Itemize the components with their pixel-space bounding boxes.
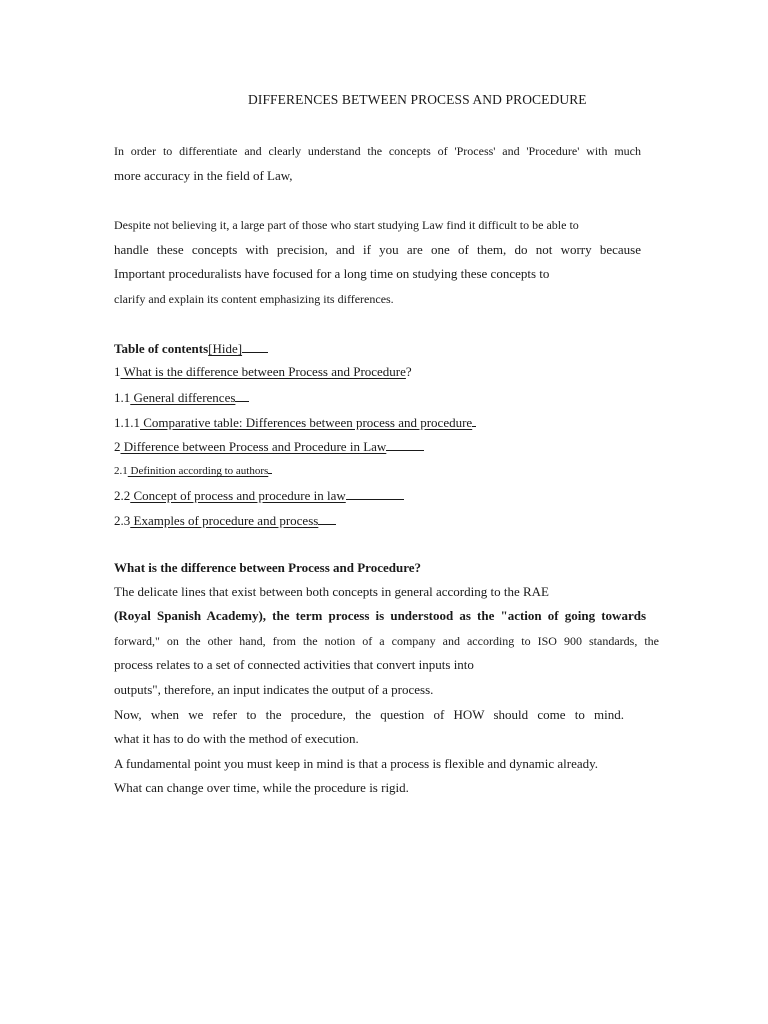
- toc-item-underline: [318, 511, 336, 525]
- toc-item-number: 1.1.1: [114, 415, 140, 430]
- toc-item-number: 2.2: [114, 488, 131, 503]
- para2-line-4: clarify and explain its content emphasizing its differences.: [114, 292, 394, 306]
- toc-item-link[interactable]: General differences: [130, 390, 236, 405]
- document-title: DIFFERENCES BETWEEN PROCESS AND PROCEDURE: [248, 92, 587, 107]
- toc-item[interactable]: [114, 413, 476, 431]
- section-line: What can change over time, while the procedure is rigid.: [114, 780, 409, 795]
- toc-hide-link[interactable]: [Hide]: [208, 341, 243, 356]
- toc-item-number: 1.1: [114, 390, 131, 405]
- section-line: what it has to do with the method of execution.: [114, 731, 359, 746]
- section-line: outputs", therefore, an input indicates the output of a process.: [114, 682, 434, 697]
- toc-item[interactable]: [114, 511, 336, 529]
- toc-item-link[interactable]: Concept of process and procedure in law: [130, 488, 346, 503]
- toc-item-suffix: ?: [405, 364, 412, 379]
- intro-line-1: In order to differentiate and clearly understand the concepts of 'Process' and 'Procedure' with much: [114, 144, 641, 158]
- para2-line-1: Despite not believing it, a large part of those who start studying Law find it difficult to be able to: [114, 218, 579, 232]
- toc-item[interactable]: [114, 388, 249, 406]
- toc-header: [114, 339, 268, 357]
- toc-item-underline: [235, 388, 249, 402]
- section-line: (Royal Spanish Academy), the term process is understood as the "action of going towards: [114, 608, 646, 623]
- toc-heading: Table of contents: [114, 341, 209, 356]
- toc-item-number: 1: [114, 364, 121, 379]
- toc-hide-underline: [242, 339, 268, 353]
- section-line: process relates to a set of connected activities that convert inputs into: [114, 657, 474, 672]
- section-line: A fundamental point you must keep in mind is that a process is flexible and dynamic already.: [114, 756, 599, 771]
- toc-item[interactable]: [114, 486, 404, 504]
- toc-item-link[interactable]: Examples of procedure and process: [130, 513, 319, 528]
- toc-item-link[interactable]: Difference between Process and Procedure in Law: [120, 439, 387, 454]
- toc-item[interactable]: [114, 364, 412, 380]
- toc-item-link[interactable]: What is the difference between Process and Procedure: [120, 364, 406, 379]
- section-line: The delicate lines that exist between both concepts in general according to the RAE: [114, 584, 549, 599]
- toc-item-underline: [346, 486, 404, 500]
- para2-line-2: handle these concepts with precision, and if you are one of them, do not worry because: [114, 242, 641, 257]
- toc-item[interactable]: [114, 437, 424, 455]
- toc-item-number: 2: [114, 439, 121, 454]
- toc-item-number: 2.1: [114, 465, 128, 477]
- section-line: Now, when we refer to the procedure, the question of HOW should come to mind.: [114, 707, 624, 722]
- toc-item-number: 2.3: [114, 513, 131, 528]
- toc-item-underline: [386, 437, 424, 451]
- para2-line-3: Important proceduralists have focused for a long time on studying these concepts to: [114, 266, 550, 281]
- toc-item-underline: [268, 462, 272, 474]
- toc-item-link[interactable]: Definition according to authors: [127, 465, 269, 477]
- section-heading: What is the difference between Process and Procedure?: [114, 560, 422, 575]
- toc-item-link[interactable]: Comparative table: Differences between process and procedure: [140, 415, 473, 430]
- section-line: forward," on the other hand, from the notion of a company and according to ISO 900 standards, the: [114, 634, 659, 648]
- intro-line-2: more accuracy in the field of Law,: [114, 168, 293, 183]
- toc-item[interactable]: [114, 462, 272, 479]
- toc-item-underline: [472, 413, 476, 427]
